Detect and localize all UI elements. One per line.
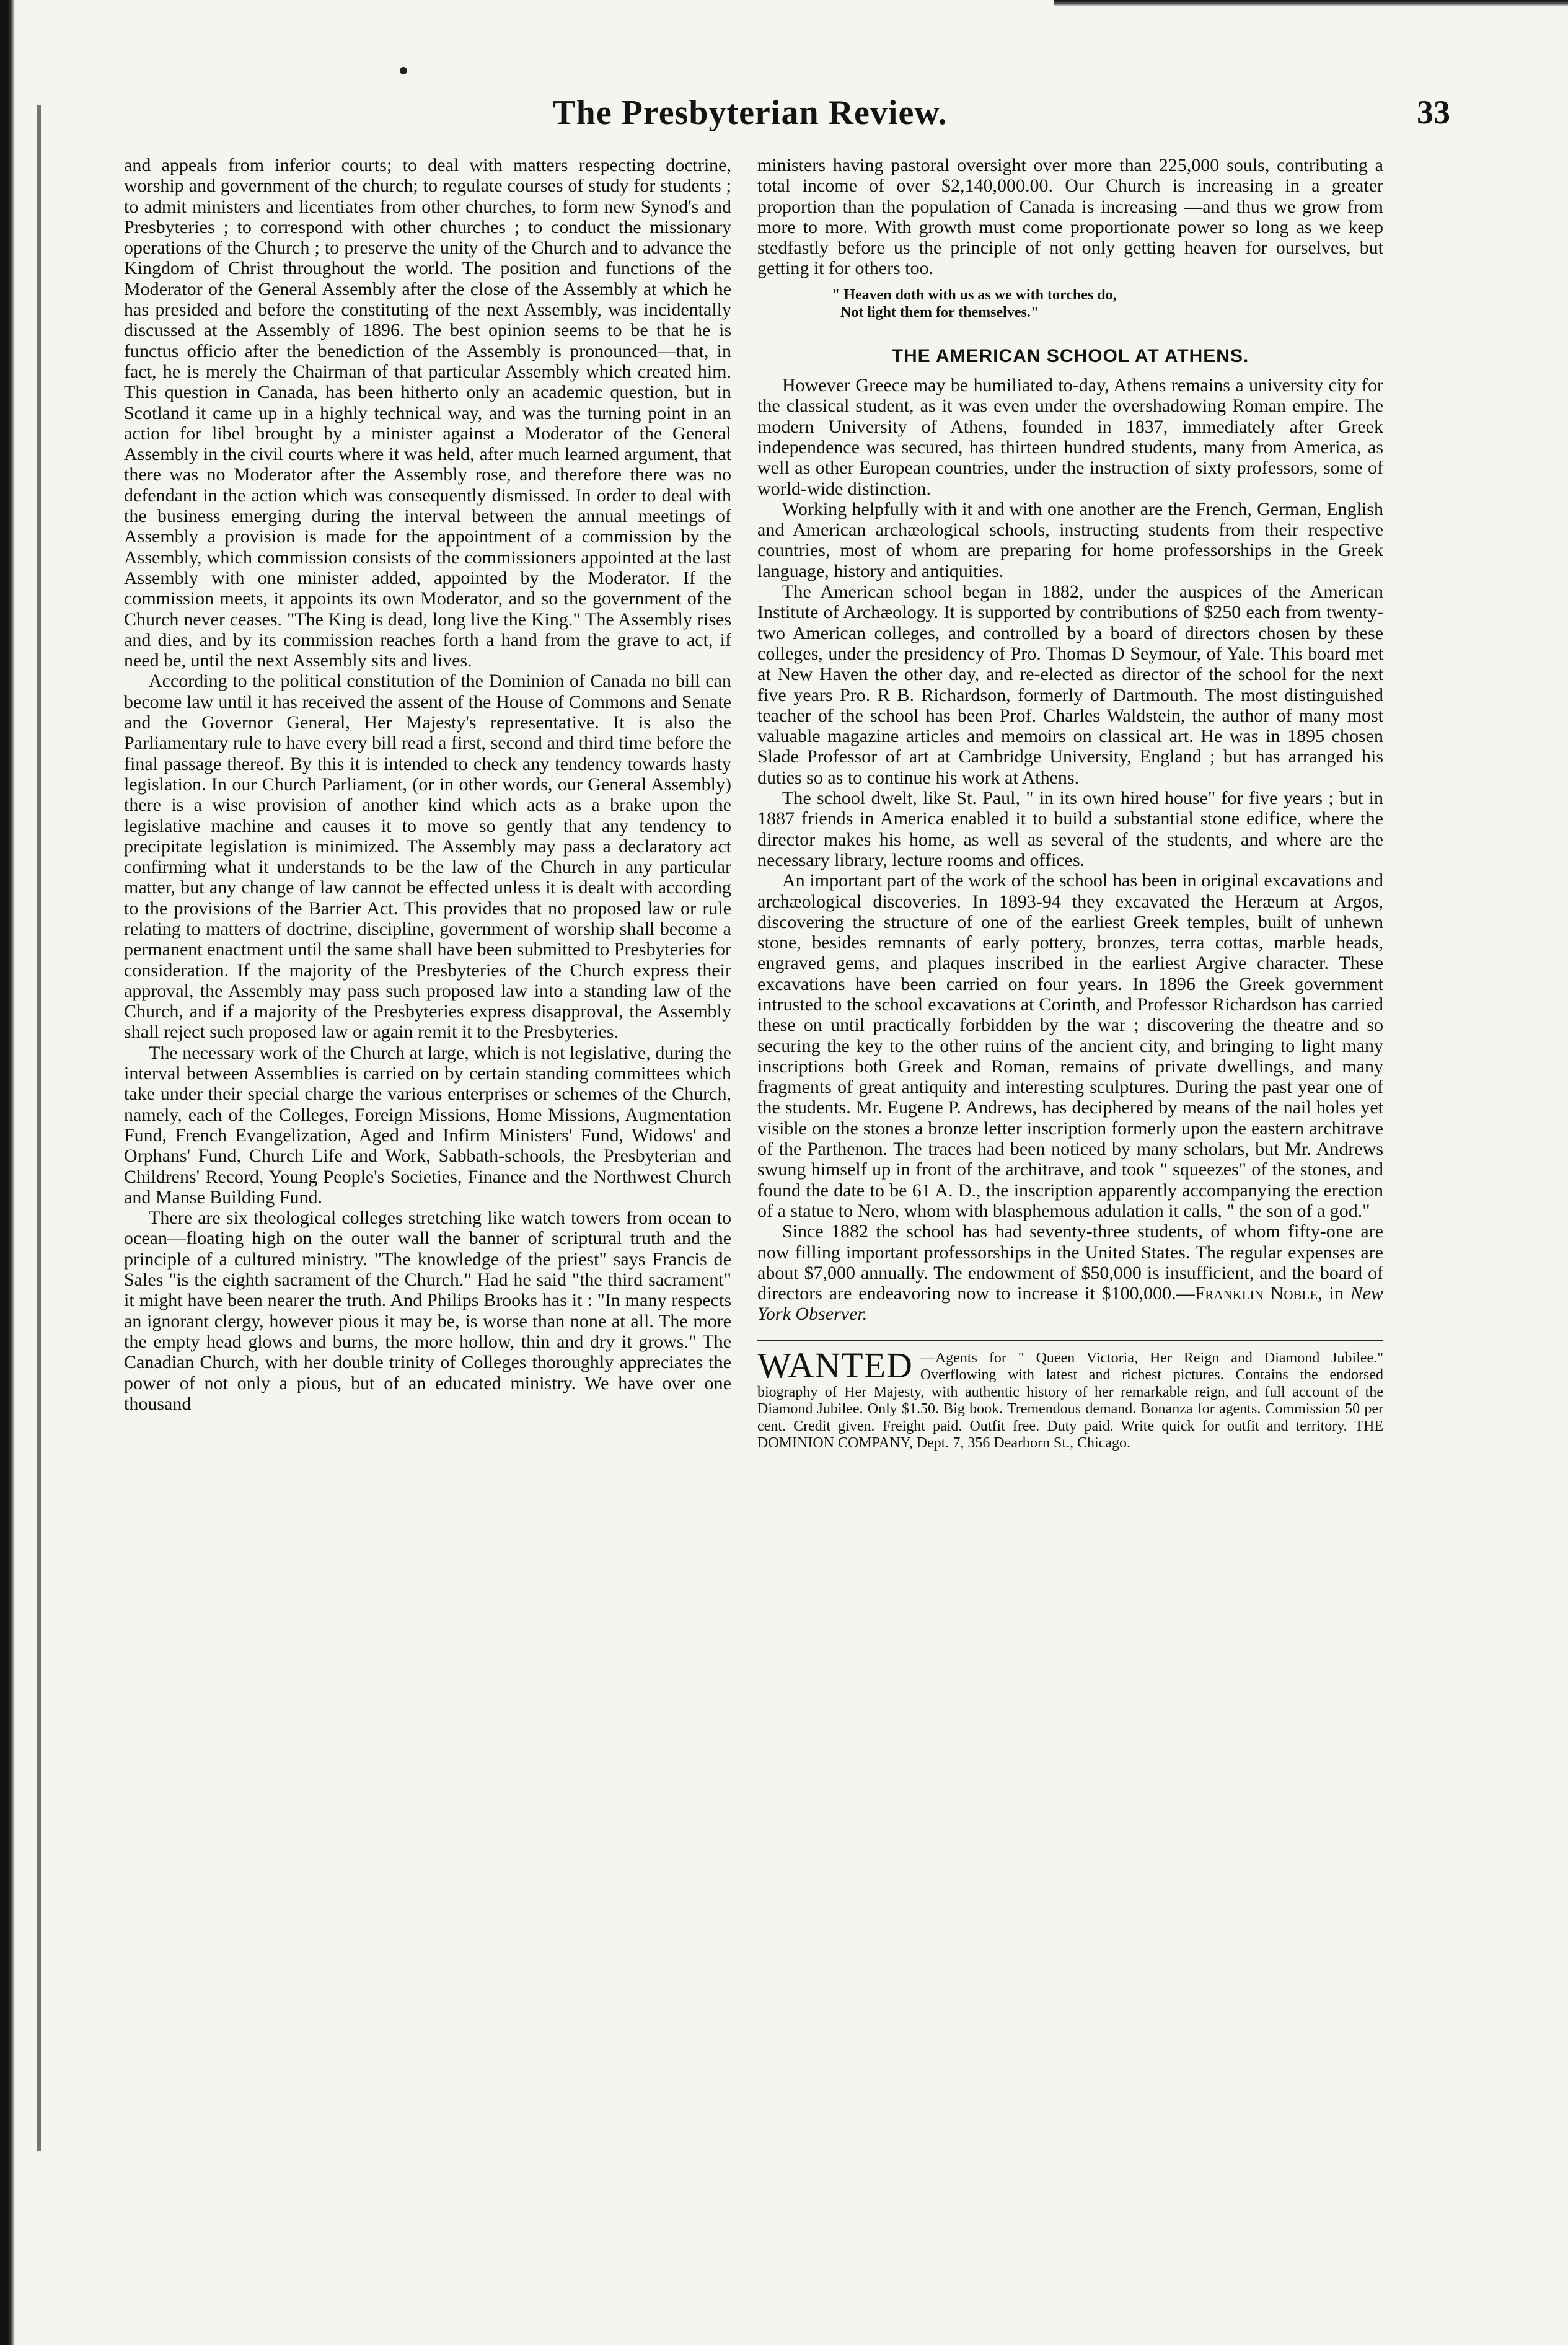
scan-border-left (0, 0, 15, 2345)
left-paragraph-2: According to the political constitution of the Dominion of Canada no bill can become law until it has received the assent of the House of Commons and Senate and the Governor General, Her Majesty's representative. It is also the Parliamentary rule to have every bill read a first, second and third time before the final passage thereof. By this it is intended to check any tendency towards hasty legislation. In our Church Parliament, (or in other words, our General Assembly) there is a wise provision of another kind which acts as a brake upon the legislative machine and causes it to move so gently that any tendency to precipitate legislation is minimized. The Assembly may pass a declaratory act confirming what it understands to be the law of the Church in any particular matter, but any change of law cannot be effected unless it is dealt with according to the provisions of the Barrier Act. This provides that no proposed law or rule relating to matters of doctrine, discipline, government of worship shall become a permanent enactment until the same shall have been submitted to Presbyteries for consideration. If the majority of the Presbyteries of the Church express their approval, the Assembly may pass such proposed law into a standing law of the Church, and if a majority of the Presbyteries express disapproval, the Assembly shall reject such proposed law or again remit it to the Presbyteries. (124, 671, 731, 1043)
verse-quote (832, 286, 1383, 321)
article-paragraph-4: The school dwelt, like St. Paul, " in its own hired house" for five years ; but in 1887 friends in America enabled it to build a substantial stone edifice, where the director makes his home, as well as several of the students, and where are the necessary library, lecture rooms and offices. (757, 788, 1383, 870)
source-publication: New York Observer. (757, 1283, 1384, 1325)
article-paragraph-3: The American school began in 1882, under the auspices of the American Institute of Archæology. It is supported by contributions of $250 each from twenty-two American colleges, and controlled by a board of directors chosen by these colleges, under the presidency of Pro. Thomas D Seymour, of Yale. This board met at New Haven the other day, and re-elected as director of the school for the next five years Pro. R B. Richardson, formerly of Dartmouth. The most distinguished teacher of the school has been Prof. Charles Waldstein, the author of many most valuable magazine articles and memoirs on classical art. He was in 1895 chosen Slade Professor of art at Cambridge University, England ; but has arranged his duties so as to continue his work at Athens. (757, 581, 1383, 788)
journal-title: The Presbyterian Review. (552, 94, 948, 132)
author-attribution: Franklin Noble (1194, 1283, 1318, 1304)
advertisement-body: —Agents for " Queen Victoria, Her Reign and Diamond Jubilee." Overflowing with latest and richest pictures. Contains the endorsed biography of Her Majesty, with authentic history of her remarkable reign, and full account of the Diamond Jubilee. Only $1.50. Big book. Tremendous demand. Bonanza for agents. Commission 50 per cent. Credit given. Freight paid. Outfit free. Duty paid. Write quick for outfit and territory. THE DOMINION COMPANY, Dept. 7, 356 Dearborn St., Chicago. (757, 1349, 1383, 1452)
left-paragraph-1: and appeals from inferior courts; to deal with matters respecting doctrine, worship and government of the church; to regulate courses of study for students ; to admit ministers and licentiates from other churches, to form new Synod's and Presbyteries ; to correspond with other churches ; to conduct the missionary operations of the Church ; to preserve the unity of the Church and to advance the Kingdom of Christ throughout the world. The position and functions of the Moderator of the General Assembly after the close of the Assembly at which he has presided and before the constituting of the next Assembly, was incidentally discussed at the Assembly of 1896. The best opinion seems to be that he is functus officio after the benediction of the Assembly is pronounced—that, in fact, he is merely the Chairman of that particular Assembly which created him. This question in Canada, has been hitherto only an academic question, but in Scotland it came up in a highly technical way, and was the turning point in an action for libel brought by a minister against a Moderator of the General Assembly in the civil courts where it was held, after much learned argument, that there was no Moderator after the Assembly rose, and therefore there was no defendant in the action which was consequently dismissed. In order to deal with the business emerging during the interval between the annual meetings of Assembly a provision is made for the appointment of a commission by the Assembly, which commission consists of the commissioners appointed at the last Assembly with one minister added, appointed by the Moderator. If the commission meets, it appoints its own Moderator, and so the government of the Church never ceases. "The King is dead, long live the King." The Assembly rises and dies, and by its commission reaches forth a hand from the grave to act, if need be, until the next Assembly sits and lives. (124, 155, 731, 671)
left-paragraph-4: There are six theological colleges stretching like watch towers from ocean to ocean—floating high on the outer wall the banner of scriptural truth and the principle of a cultured ministry. "The knowledge of the priest" says Francis de Sales "is the eighth sacrament of the Church." Had he said "the third sacrament" it might have been nearer the truth. And Philips Brooks has it : "In many respects an ignorant clergy, however pious it may be, is worse than none at all. The more the empty head glows and burns, the more hollow, thin and dry it grows." The Canadian Church, with her double trinity of Colleges thoroughly appreciates the power of not only a pious, but of an educated ministry. We have over one thousand (124, 1208, 731, 1414)
page-number: 33 (1417, 94, 1450, 131)
ink-spot (400, 67, 407, 74)
attribution-joiner: , in (1318, 1283, 1350, 1304)
article-paragraph-2: Working helpfully with it and with one another are the French, German, English and American archæological schools, instructing students from their respective countries, most of whom are preparing for home professorships in the Greek language, history and antiquities. (757, 498, 1383, 581)
scan-shadow-line (37, 105, 41, 2151)
left-column (124, 155, 731, 1414)
left-paragraph-3: The necessary work of the Church at large, which is not legislative, during the interval between Assemblies is carried on by certain standing committees which take under their special charge the various enterprises or schemes of the Church, namely, each of the Colleges, Foreign Missions, Home Missions, Augmentation Fund, French Evangelization, Aged and Infirm Ministers' Fund, Widows' and Orphans' Fund, Church Life and Work, Sabbath-schools, the Presbyterian and Childrens' Record, Young People's Societies, Finance and the Northwest Church and Manse Building Fund. (124, 1042, 731, 1208)
advertisement-headline: WANTED (757, 1345, 913, 1385)
advertisement-rule (757, 1340, 1383, 1341)
right-column (757, 155, 1383, 1452)
article-paragraph-5: An important part of the work of the school has been in original excavations and archæological discoveries. In 1893-94 they excavated the Heræum at Argos, discovering the structure of one of the earliest Greek temples, built of unhewn stone, besides remnants of early pottery, bronzes, terra cottas, marble heads, engraved gems, and plaques inscribed in the earliest Argive character. These excavations have been carried on four years. In 1896 the Greek government intrusted to the school excavations at Corinth, and Professor Richardson has carried these on until practically forbidden by the war ; discovering the theatre and so securing the key to the other ruins of the ancient city, and bringing to light many inscriptions both Greek and Roman, remains of private dwellings, and many fragments of great antiquity and interesting sculptures. During the past year one of the students. Mr. Eugene P. Andrews, has deciphered by means of the nail holes yet visible on the stones a bronze letter inscription formerly upon the eastern architrave of the Parthenon. The traces had been noticed by many scholars, but Mr. Andrews swung himself up in front of the architrave, and took " squeezes" of the stones, and found the date to be 61 A. D., the inscription apparently accompanying the erection of a statue to Nero, whom with blasphemous adulation it calls, " the son of a god." (757, 870, 1383, 1221)
article-heading: THE AMERICAN SCHOOL AT ATHENS. (891, 345, 1249, 366)
article-paragraph-final (757, 1221, 1383, 1324)
verse-line-2: Not light them for themselves." (840, 304, 1039, 320)
scan-border-top (1054, 0, 1568, 6)
final-paragraph-text: Since 1882 the school has had seventy-three students, of whom fifty-one are now filling important professorships in the United States. The regular expenses are about $7,000 annually. The endowment of $50,000 is insufficient, and the board of directors are endeavoring now to increase it $100,000.— (757, 1221, 1383, 1304)
running-head (124, 93, 1450, 143)
right-continuation-paragraph: ministers having pastoral oversight over more than 225,000 souls, contributing a total income of over $2,140,000.00. Our Church is increasing in a greater proportion than the population of Canada is increasing —and thus we grow from more to more. With growth must come proportionate power so long as we keep stedfastly before us the principle of not only getting heaven for ourselves, but getting it for others too. (757, 155, 1383, 279)
advertisement (757, 1345, 1383, 1452)
verse-line-1: " Heaven doth with us as we with torches do, (832, 286, 1117, 303)
article-paragraph-1: However Greece may be humiliated to-day, Athens remains a university city for the classical student, as it was even under the overshadowing Roman empire. The modern University of Athens, founded in 1837, immediately after Greek independence was secured, has thirteen hundred students, many from America, as well as other European countries, under the instruction of sixty professors, some of world-wide distinction. (757, 375, 1383, 499)
